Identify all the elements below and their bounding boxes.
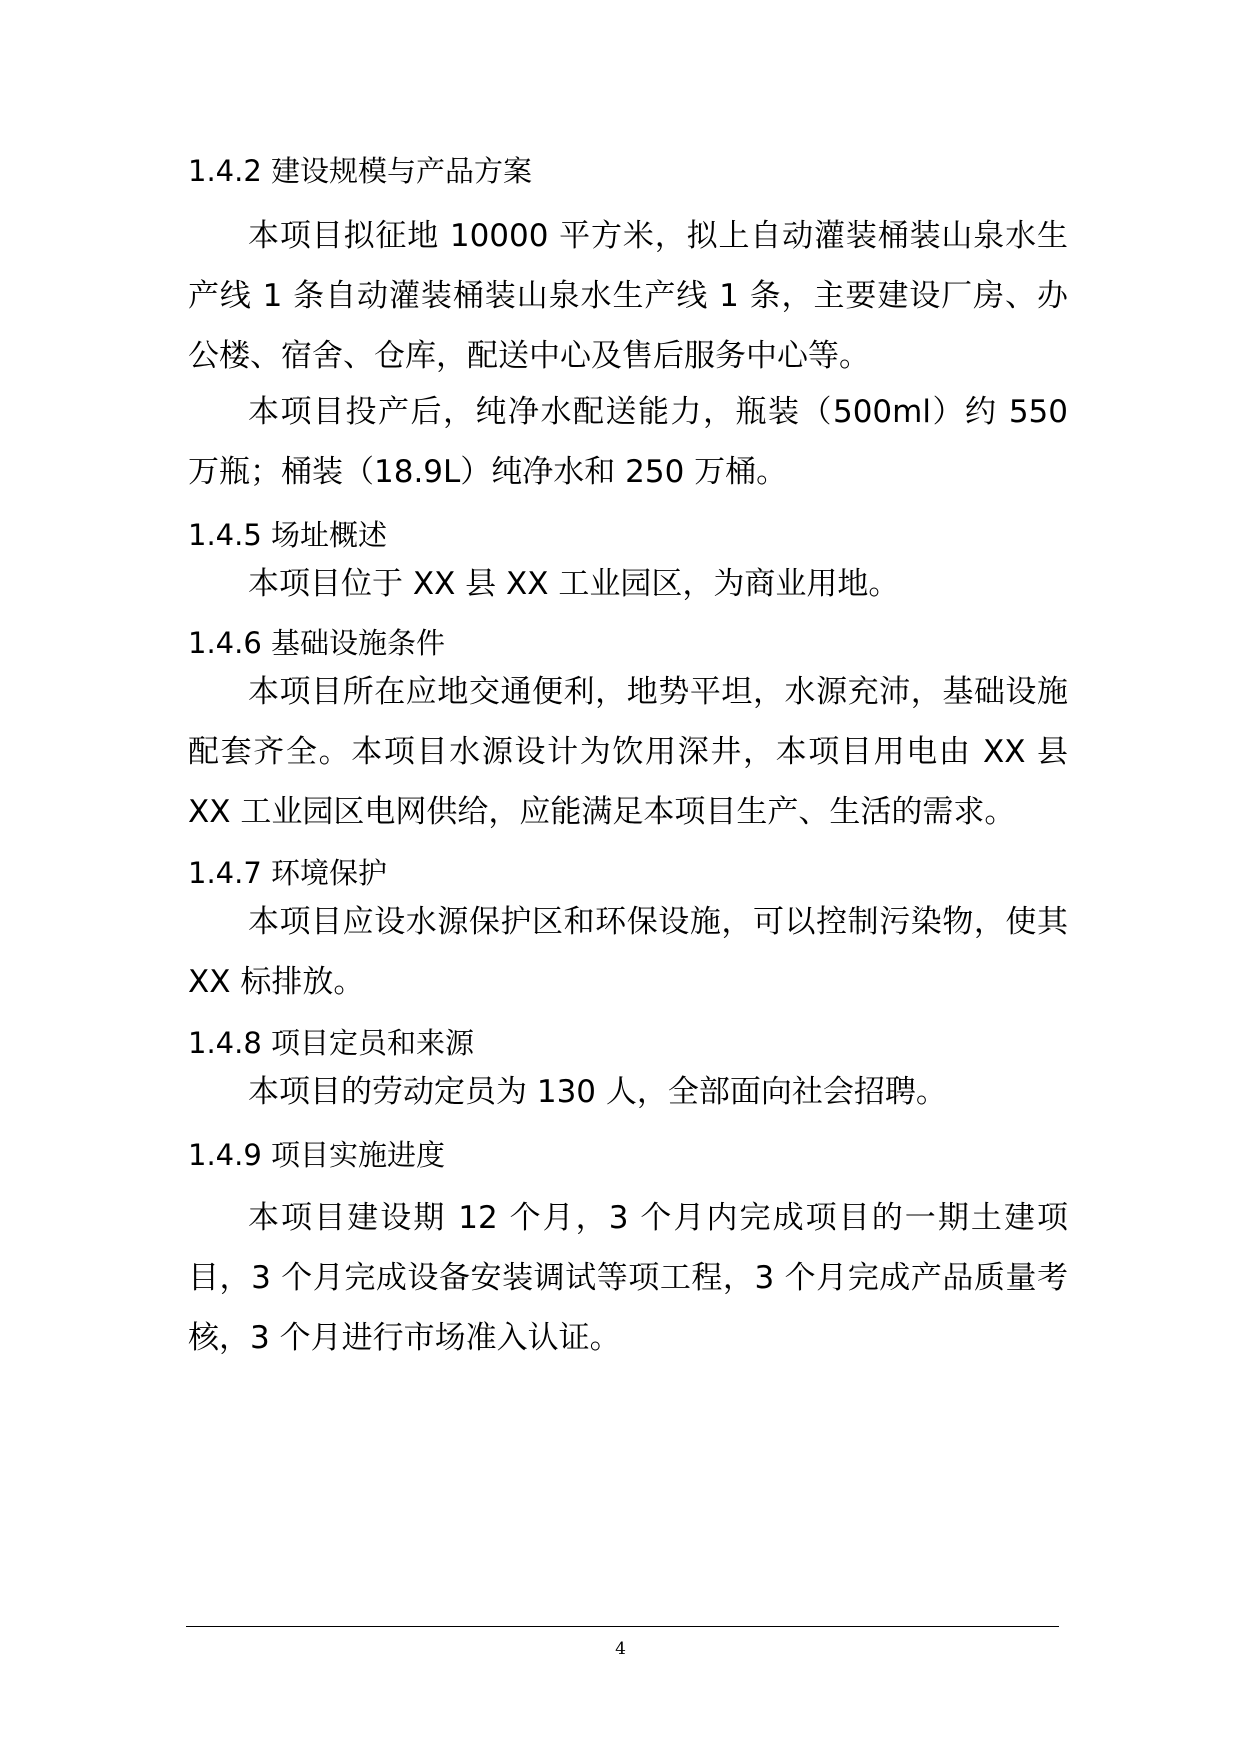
section-heading: 1.4.2 建设规模与产品方案 — [188, 154, 533, 188]
page-number: 4 — [615, 1639, 626, 1659]
section-heading: 1.4.9 项目实施进度 — [188, 1138, 446, 1172]
paragraph: 本项目位于 XX 县 XX 工业园区，为商业用地。 — [248, 566, 900, 602]
paragraph: 本项目的劳动定员为 130 人，全部面向社会招聘。 — [248, 1074, 947, 1110]
document-body — [188, 152, 1068, 1368]
paragraph: 本项目拟征地 10000 平方米，拟上自动灌装桶装山泉水生产线 1 条自动灌装桶装山泉水生产线 1 条，主要建设厂房、办公楼、宿舍、仓库，配送中心及售后服务中心等。 — [188, 218, 1068, 374]
footer-divider — [186, 1626, 1059, 1627]
section-heading: 1.4.6 基础设施条件 — [188, 626, 446, 660]
section-heading: 1.4.5 场址概述 — [188, 518, 388, 552]
section-heading: 1.4.8 项目定员和来源 — [188, 1026, 475, 1060]
section-heading: 1.4.7 环境保护 — [188, 856, 388, 890]
paragraph: 本项目投产后，纯净水配送能力，瓶装（500ml）约 550 万瓶；桶装（18.9L）纯净水和 250 万桶。 — [188, 394, 1068, 490]
paragraph: 本项目所在应地交通便利，地势平坦，水源充沛，基础设施配套齐全。本项目水源设计为饮用深井，本项目用电由 XX 县 XX 工业园区电网供给，应能满足本项目生产、生活的需求。 — [188, 674, 1068, 830]
paragraph: 本项目建设期 12 个月，3 个月内完成项目的一期土建项目，3 个月完成设备安装调试等项工程，3 个月完成产品质量考核，3 个月进行市场准入认证。 — [188, 1200, 1068, 1356]
paragraph: 本项目应设水源保护区和环保设施，可以控制污染物，使其 XX 标排放。 — [188, 904, 1068, 1000]
